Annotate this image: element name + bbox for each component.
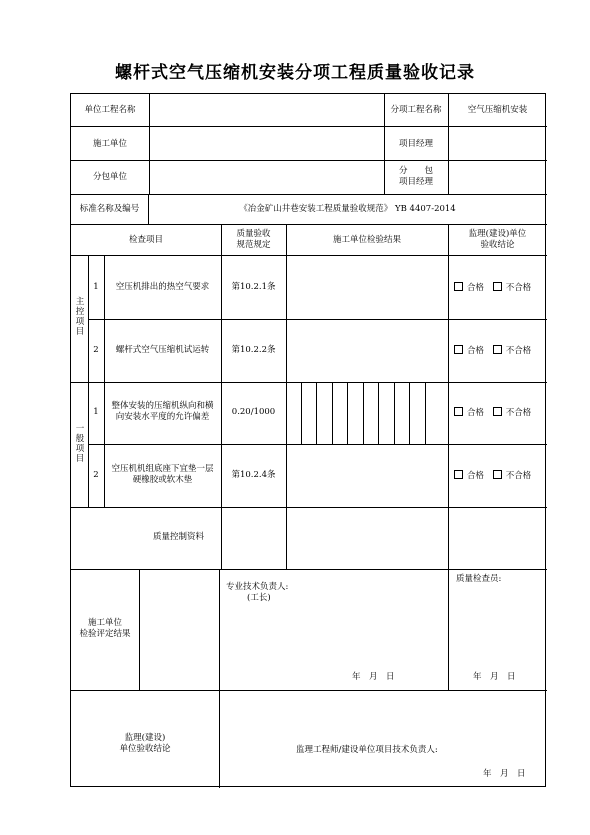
grid-line [378, 382, 379, 444]
general-group-label: 一般项目 [75, 424, 85, 464]
row-item: 空压机机组底座下宜垫一层 [111, 464, 214, 474]
col-line [139, 569, 140, 690]
row-number: 1 [93, 407, 99, 417]
row-line [88, 444, 547, 445]
row-item: 整体安装的压缩机纵向和横 [111, 401, 214, 411]
grid-line [409, 382, 410, 444]
check-items-header: 检查项目 [128, 235, 163, 245]
supervision-header: 验收结论 [480, 240, 515, 250]
supervision-header: 监理(建设)单位 [468, 229, 527, 239]
row-line [71, 507, 547, 508]
supervision-eval-label: 单位验收结论 [119, 744, 171, 754]
spec-header: 质量验收 [236, 229, 271, 239]
fail-checkbox[interactable] [493, 407, 502, 416]
pass-checkbox[interactable] [454, 345, 463, 354]
fail-checkbox[interactable] [493, 282, 502, 291]
col-line [448, 224, 449, 569]
result-header: 施工单位检验结果 [332, 235, 401, 245]
pass-label: 合格 [467, 408, 485, 418]
main-control-group-label: 主控项目 [75, 297, 85, 337]
row-line [71, 160, 547, 161]
fail-checkbox[interactable] [493, 470, 502, 479]
fail-label: 不合格 [505, 471, 532, 481]
grid-line [301, 382, 302, 444]
col-line [448, 569, 449, 690]
subcontract-manager-label: 分 包 [398, 166, 433, 176]
page-title: 螺杆式空气压缩机安装分项工程质量验收记录 [115, 63, 475, 83]
pass-label: 合格 [467, 346, 485, 356]
row-spec: 第10.2.1条 [231, 282, 276, 292]
subcontract-unit-label: 分包单位 [92, 172, 127, 182]
foreman-label: (工长) [247, 593, 271, 603]
pass-label: 合格 [467, 283, 485, 293]
fail-label: 不合格 [505, 346, 532, 356]
pass-fail-checks [454, 345, 531, 357]
row-line [71, 569, 547, 570]
subitem-value[interactable]: 空气压缩机安装 [467, 105, 528, 115]
pass-checkbox[interactable] [454, 470, 463, 479]
grid-line [332, 382, 333, 444]
row-item: 硬橡胶或软木垫 [132, 475, 193, 485]
row-line [71, 255, 547, 256]
standard-value: 《冶金矿山井巷安装工程质量验收规范》 YB 4407-2014 [239, 204, 456, 214]
row-item: 向安装水平度的允许偏差 [115, 412, 210, 422]
tech-lead-label: 专业技术负责人: [226, 582, 289, 592]
row-line [71, 690, 547, 691]
grid-line [316, 382, 317, 444]
row-spec: 第10.2.2条 [231, 345, 276, 355]
construction-eval-label: 检验评定结果 [79, 629, 131, 639]
quality-data-label: 质量控制资料 [152, 532, 204, 542]
construction-eval-label: 施工单位 [87, 618, 122, 628]
row-number: 2 [93, 345, 99, 355]
subitem-label: 分项工程名称 [390, 105, 442, 115]
row-spec: 0.20/1000 [231, 407, 276, 417]
construction-date: 年 月 日 [352, 672, 395, 682]
fail-label: 不合格 [505, 408, 532, 418]
standard-label: 标准名称及编号 [79, 204, 140, 214]
grid-line [347, 382, 348, 444]
row-item: 空压机排出的热空气要求 [115, 282, 210, 292]
grid-line [394, 382, 395, 444]
row-number: 2 [93, 470, 99, 480]
pass-fail-checks [454, 407, 531, 419]
inspector-date: 年 月 日 [473, 672, 516, 682]
row-number: 1 [93, 282, 99, 292]
col-line [221, 224, 222, 569]
row-line [71, 224, 547, 225]
fail-checkbox[interactable] [493, 345, 502, 354]
supervision-date: 年 月 日 [483, 769, 526, 779]
project-manager-label: 项目经理 [398, 139, 433, 149]
pass-checkbox[interactable] [454, 407, 463, 416]
pass-checkbox[interactable] [454, 282, 463, 291]
acceptance-form [70, 93, 546, 787]
pass-fail-checks [454, 470, 531, 482]
inspector-label: 质量检查员: [456, 574, 502, 584]
row-spec: 第10.2.4条 [231, 470, 276, 480]
row-line [71, 194, 547, 195]
grid-line [363, 382, 364, 444]
col-line [286, 224, 287, 569]
row-item: 螺杆式空气压缩机试运转 [115, 345, 210, 355]
supervision-eval-label: 监理(建设) [124, 733, 166, 743]
unit-project-label: 单位工程名称 [84, 105, 136, 115]
row-line [71, 126, 547, 127]
grid-line [425, 382, 426, 444]
subcontract-manager-label: 项目经理 [398, 177, 433, 187]
col-line [219, 569, 220, 788]
construction-unit-label: 施工单位 [92, 139, 127, 149]
pass-fail-checks [454, 282, 531, 294]
supervising-engineer-label: 监理工程师/建设单位项目技术负责人: [296, 745, 438, 755]
pass-label: 合格 [467, 471, 485, 481]
spec-header: 规范规定 [236, 240, 271, 250]
col-line [149, 94, 150, 194]
row-line [71, 382, 547, 383]
fail-label: 不合格 [505, 283, 532, 293]
row-line [88, 319, 547, 320]
